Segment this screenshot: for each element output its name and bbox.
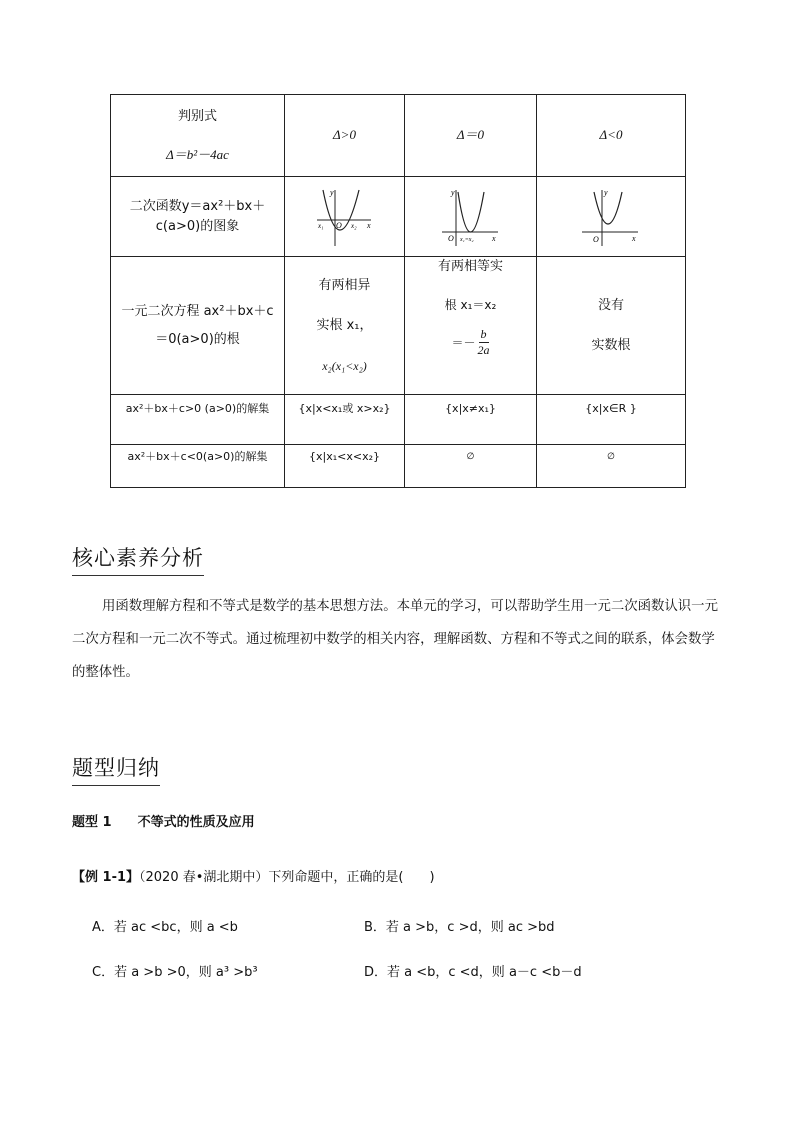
example-text: （2020 春•湖北期中）下列命题中，正确的是( ) [139, 870, 435, 885]
fraction-denominator: 2a [477, 343, 490, 357]
option-d: D．若 a <b，c <d，则 a－c <b－d [364, 965, 582, 980]
axis-label-x: x [491, 233, 496, 243]
gt-col2 [405, 395, 537, 445]
double-root-prefix: ＝－ [451, 335, 476, 350]
core-heading: 核心素养分析 [72, 542, 204, 576]
lt-col3 [537, 445, 686, 488]
double-root-label: x₁=x₂ [459, 236, 474, 243]
graph-one-root [405, 177, 537, 257]
roots-col2-line1: 有两相等实 [437, 259, 503, 274]
discriminant-table [110, 94, 686, 488]
axis-label-y: y [329, 187, 334, 197]
table-row [111, 177, 686, 257]
root-label-x1: x₁ [317, 221, 324, 230]
roots-label-line2: ＝0(a>0)的根 [155, 331, 240, 347]
lt-col1-text: {x|x₁<x<x₂} [309, 450, 380, 463]
lt-label: ax²＋bx＋c<0(a>0)的解集 [127, 450, 268, 463]
parabola-two-roots-graph [315, 186, 375, 248]
lt-col2 [405, 445, 537, 488]
origin-label: O [447, 233, 454, 243]
lt-label-cell [111, 445, 285, 488]
roots-label-line1: 一元二次方程 ax²＋bx＋c [121, 303, 274, 319]
gt-col2-text: {x|x≠x₁} [445, 402, 496, 415]
roots-col2-line2: 根 x₁＝x₂ [444, 298, 497, 312]
graph-label-line2: c(a>0)的图象 [155, 218, 240, 234]
gt-label: ax²＋bx＋c>0 (a>0)的解集 [125, 402, 270, 415]
header-col1 [285, 95, 405, 177]
parabola-one-root-graph [440, 186, 502, 248]
header-col1-text: Δ>0 [333, 127, 356, 142]
gt-col1 [285, 395, 405, 445]
gt-label-cell [111, 395, 285, 445]
table-row [111, 395, 686, 445]
graph-no-root [537, 177, 686, 257]
header-label-cell [111, 95, 285, 177]
roots-col1-line2: 实根 x₁， [316, 317, 373, 333]
lt-col1 [285, 445, 405, 488]
axis-label-y: y [604, 187, 608, 197]
header-col2 [405, 95, 537, 177]
roots-col3-line2: 实数根 [591, 337, 631, 353]
origin-label: O [593, 234, 599, 244]
roots-col1 [285, 257, 405, 395]
parabola-no-root-graph [580, 186, 642, 248]
table-row [111, 257, 686, 395]
type-label: 题型 1 [72, 815, 112, 830]
empty-set-symbol: ∅ [607, 452, 615, 462]
roots-col3 [537, 257, 686, 395]
roots-col1-line1: 有两相异 [318, 277, 371, 293]
example-question [72, 866, 435, 885]
option-c: C．若 a >b >0，则 a³ >b³ [92, 965, 258, 980]
table-row [111, 95, 686, 177]
empty-set-symbol: ∅ [466, 452, 475, 462]
types-heading: 题型归纳 [72, 752, 160, 786]
header-col3-text: Δ<0 [599, 127, 623, 142]
gt-col3-text: {x|x∈R } [585, 402, 637, 415]
roots-col2 [405, 257, 537, 395]
type-title-text: 不等式的性质及应用 [137, 815, 255, 830]
graph-two-roots [285, 177, 405, 257]
axis-label-y: y [450, 187, 455, 197]
fraction-numerator: b [480, 327, 487, 341]
gt-col3 [537, 395, 686, 445]
header-col3 [537, 95, 686, 177]
root-label-x2: x₂ [350, 221, 357, 230]
example-tag: 【例 1-1】 [72, 870, 140, 885]
header-label-line2: Δ＝b²－4ac [166, 146, 229, 162]
origin-label: O [335, 220, 342, 230]
graph-label-line1: 二次函数y＝ax²＋bx＋ [129, 198, 266, 214]
table-row [111, 445, 686, 488]
graph-label-cell [111, 177, 285, 257]
roots-col3-line1: 没有 [597, 297, 624, 313]
roots-col1-line3: x₂(x₁<x₂) [322, 358, 367, 373]
gt-col1-text: {x|x<x₁或 x>x₂} [298, 402, 391, 415]
core-paragraph: 用函数理解方程和不等式是数学的基本思想方法。本单元的学习，可以帮助学生用一元二次函数认识一元二次方程和一元二次不等式。通过梳理初中数学的相关内容，理解函数、方程和不等式之间的联系，体会数学的整体性。 [72, 599, 718, 680]
option-b: B．若 a >b，c >d，则 ac >bd [364, 920, 555, 935]
header-label-line1: 判别式 [177, 108, 217, 124]
header-col2-text: Δ＝0 [456, 127, 485, 142]
type-title [72, 811, 255, 830]
roots-label-cell [111, 257, 285, 395]
axis-label-x: x [632, 233, 636, 243]
fraction [478, 327, 490, 358]
double-root-formula [409, 327, 532, 358]
option-a: A．若 ac <bc，则 a <b [92, 920, 238, 935]
axis-label-x: x [366, 220, 371, 230]
